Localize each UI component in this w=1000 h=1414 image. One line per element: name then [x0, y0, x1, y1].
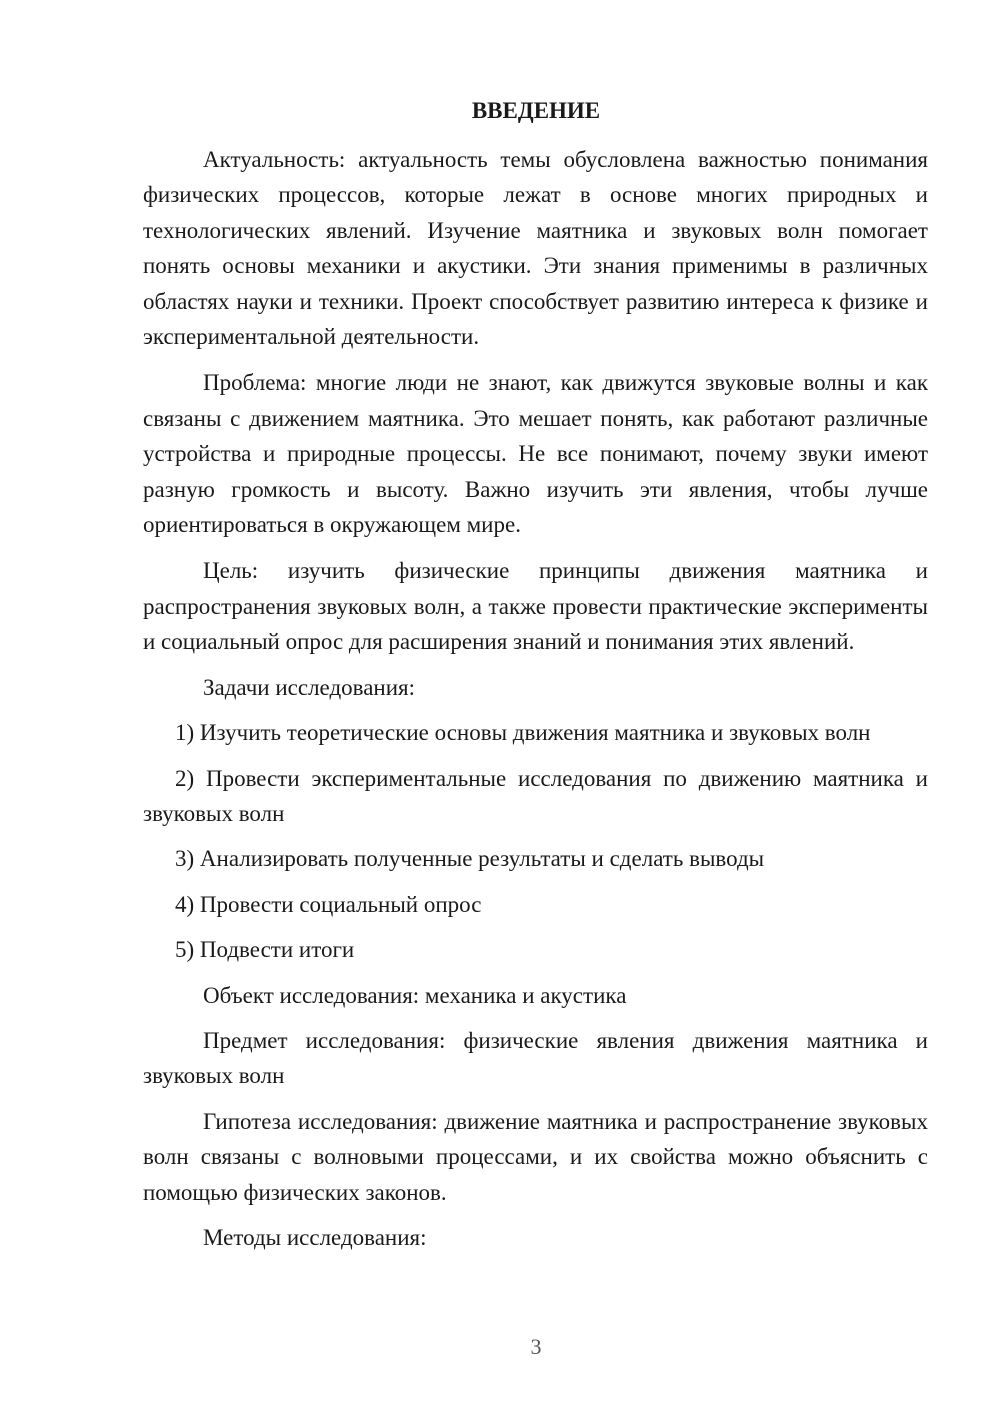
methods-paragraph: Методы исследования: — [203, 1224, 427, 1250]
task-item: 2) Провести экспериментальные исследования по движению маятника и звуковых волн — [143, 765, 928, 826]
problem-paragraph: Проблема: многие люди не знают, как движутся звуковые волны и как связаны с движением маятника. Это мешает понять, как работают различные устройства и природные процессы. Не все понимают, почему звуки имеют разную громкость и высоту. Важно изучить эти явления, чтобы лучше ориентироваться в окружающем мире. — [143, 370, 928, 538]
page-title: ВВЕДЕНИЕ — [471, 98, 601, 123]
task-item: 4) Провести социальный опрос — [175, 891, 482, 917]
hypothesis-paragraph: Гипотеза исследования: движение маятника и распространение звуковых волн связаны с волновыми процессами, и их свойства можно объяснить с помощью физических законов. — [143, 1108, 928, 1205]
page-number: 3 — [530, 1334, 542, 1359]
goal-paragraph: Цель: изучить физические принципы движения маятника и распространения звуковых волн, а также провести практические эксперименты и социальный опрос для расширения знаний и понимания этих явлений. — [143, 558, 928, 655]
object-paragraph: Объект исследования: механика и акустика — [203, 982, 627, 1008]
task-item: 5) Подвести итоги — [175, 937, 355, 963]
tasks-heading: Задачи исследования: — [203, 674, 416, 700]
document-body — [143, 142, 928, 1255]
task-item: 3) Анализировать полученные результаты и сделать выводы — [175, 846, 765, 872]
task-item: 1) Изучить теоретические основы движения маятника и звуковых волн — [175, 720, 871, 746]
relevance-paragraph: Актуальность: актуальность темы обусловлена важностью понимания физических процессов, которые лежат в основе многих природных и технологических явлений. Изучение маятника и звуковых волн помогает понять основы механики и акустики. Эти знания применимы в различных областях науки и техники. Проект способствует развитию интереса к физике и экспериментальной деятельности. — [143, 147, 928, 350]
subject-paragraph: Предмет исследования: физические явления движения маятника и звуковых волн — [143, 1027, 928, 1089]
